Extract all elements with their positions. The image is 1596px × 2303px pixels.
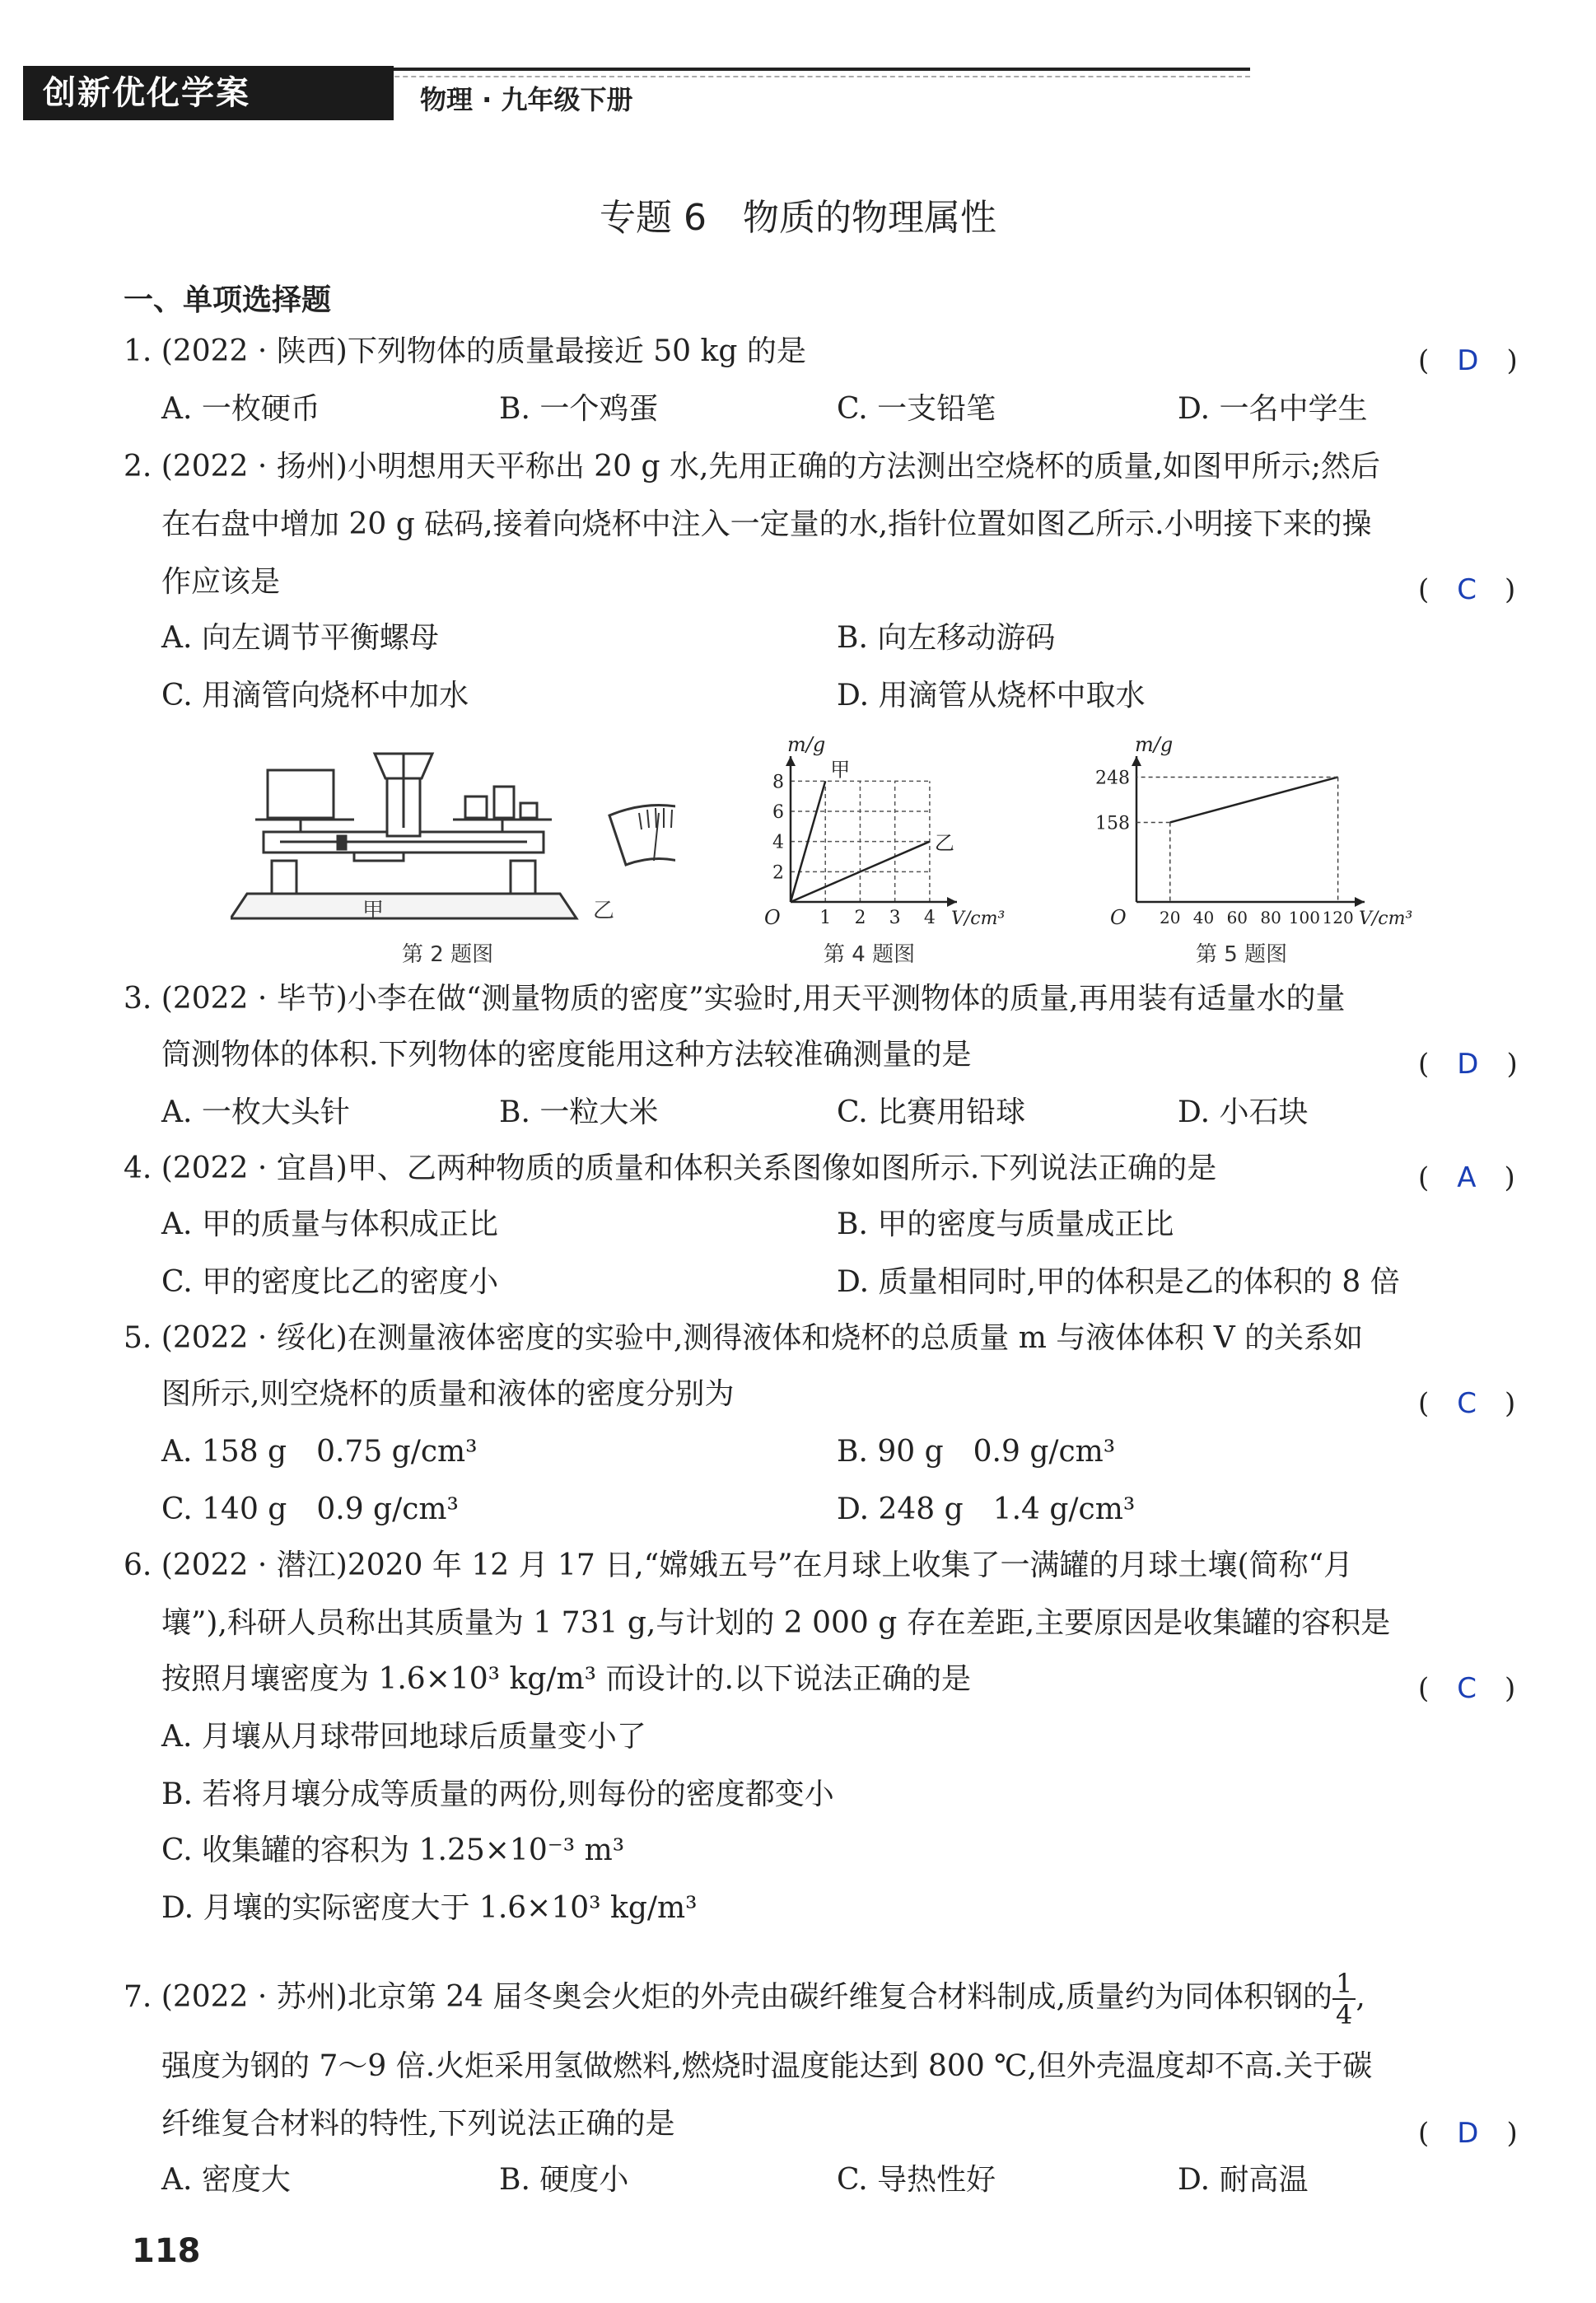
- fig5-x-tick-label-4: 100: [1288, 908, 1320, 927]
- fig4-chart: [741, 733, 1013, 939]
- q3-option-a: A. 一枚大头针: [161, 1095, 350, 1129]
- q3-stem-line1: 3. (2022 · 毕节)小李在做“测量物质的密度”实验时,用天平测物体的质量,再用装有适量水的量: [124, 982, 1346, 1016]
- fig2-label-yi: 乙: [593, 899, 615, 923]
- q5-answer: ( C ): [1418, 1387, 1516, 1420]
- q7-answer-letter: D: [1457, 2117, 1479, 2150]
- fig5-y-arrow: [1132, 756, 1141, 766]
- q2-option-c: C. 用滴管向烧杯中加水: [161, 679, 469, 712]
- q4-option-b: B. 甲的密度与质量成正比: [837, 1208, 1174, 1241]
- q6-option-b: B. 若将月壤分成等质量的两份,则每份的密度都变小: [161, 1777, 834, 1811]
- topic-title: 专题 6 物质的物理属性: [600, 197, 996, 239]
- fig4-xlabel: V/cm³: [951, 909, 1006, 929]
- q6-option-d: D. 月壤的实际密度大于 1.6×10³ kg/m³: [161, 1891, 698, 1925]
- fig5-x-tick-label-3: 80: [1260, 908, 1281, 927]
- q3-option-b: B. 一粒大米: [499, 1095, 659, 1129]
- fig4-x-tick-label-3: 4: [923, 908, 936, 928]
- q4-answer: ( A ): [1418, 1161, 1515, 1194]
- q7-option-d: D. 耐高温: [1178, 2163, 1309, 2197]
- q5-option-a: A. 158 g 0.75 g/cm³: [161, 1435, 478, 1469]
- fig5-ylabel: m/g: [1135, 733, 1174, 756]
- fig4-y-tick-label-1: 4: [772, 832, 784, 853]
- q1-answer-letter: D: [1457, 344, 1479, 377]
- fig5-x-tick-label-2: 60: [1226, 908, 1248, 927]
- q3-option-c: C. 比赛用铅球: [837, 1095, 1026, 1129]
- q2-option-b: B. 向左移动游码: [837, 621, 1056, 655]
- fig4-series-label-0: 甲: [830, 758, 851, 782]
- fig5-series-line-0: [1170, 777, 1338, 822]
- q6-option-a: A. 月壤从月球带回地球后质量变小了: [161, 1720, 646, 1754]
- q3-answer-letter: D: [1457, 1048, 1479, 1081]
- q4-answer-letter: A: [1457, 1161, 1477, 1194]
- q1-option-c: C. 一支铅笔: [837, 392, 996, 426]
- q1-option-a: A. 一枚硬币: [161, 392, 320, 426]
- fig5-chart: [1071, 733, 1416, 939]
- q7-option-c: C. 导热性好: [837, 2163, 996, 2197]
- q5-option-b: B. 90 g 0.9 g/cm³: [837, 1435, 1116, 1469]
- q2-answer: ( C ): [1418, 573, 1516, 606]
- q5-option-d: D. 248 g 1.4 g/cm³: [837, 1493, 1136, 1526]
- fig4-y-tick-label-3: 8: [772, 772, 784, 793]
- q1-option-d: D. 一名中学生: [1178, 392, 1368, 426]
- fig4-x-arrow: [947, 897, 957, 907]
- fig5-x-tick-label-0: 20: [1160, 908, 1181, 927]
- q6-answer: ( C ): [1418, 1672, 1516, 1705]
- q2-answer-letter: C: [1457, 573, 1477, 606]
- fig2-caption: 第 2 题图: [402, 942, 494, 967]
- fig4-x-tick-label-2: 3: [889, 908, 901, 928]
- fig5-xlabel: V/cm³: [1359, 909, 1413, 929]
- q6-stem-line3: 按照月壤密度为 1.6×10³ kg/m³ 而设计的.以下说法正确的是: [161, 1662, 971, 1696]
- q4-option-c: C. 甲的密度比乙的密度小: [161, 1265, 499, 1299]
- fig5-x-arrow: [1355, 897, 1365, 907]
- q7-option-a: A. 密度大: [161, 2163, 291, 2197]
- q5-answer-letter: C: [1457, 1387, 1477, 1420]
- q4-option-a: A. 甲的质量与体积成正比: [161, 1208, 498, 1241]
- fig4-ylabel: m/g: [787, 733, 826, 756]
- q1-option-b: B. 一个鸡蛋: [499, 392, 659, 426]
- fig4-y-tick-label-0: 2: [772, 862, 784, 884]
- subject-label: 物理 · 九年级下册: [420, 84, 633, 115]
- fig4-caption: 第 4 题图: [824, 942, 916, 967]
- q1-stem: 1. (2022 · 陕西)下列物体的质量最接近 50 kg 的是: [124, 334, 806, 368]
- page-number: 118: [132, 2232, 201, 2270]
- q7-fraction: [1332, 1969, 1356, 2030]
- q5-option-c: C. 140 g 0.9 g/cm³: [161, 1493, 459, 1526]
- q4-option-d: D. 质量相同时,甲的体积是乙的体积的 8 倍: [837, 1265, 1400, 1299]
- q7-fraction-denominator: 4: [1335, 1999, 1353, 2030]
- q7-stem-line1: [124, 1969, 1365, 2030]
- q5-stem-line1: 5. (2022 · 绥化)在测量液体密度的实验中,测得液体和烧杯的总质量 m 与液体体积 V 的关系如: [124, 1321, 1364, 1355]
- q7-stem-line1-end: ,: [1356, 1980, 1365, 2014]
- q7-option-b: B. 硬度小: [499, 2163, 629, 2197]
- fig5-x-tick-label-1: 40: [1192, 908, 1215, 927]
- q5-stem-line2: 图所示,则空烧杯的质量和液体的密度分别为: [161, 1377, 735, 1411]
- q2-stem-line3: 作应该是: [161, 565, 281, 599]
- q2-option-d: D. 用滴管从烧杯中取水: [837, 679, 1146, 712]
- q3-option-d: D. 小石块: [1178, 1095, 1309, 1129]
- q4-stem: 4. (2022 · 宜昌)甲、乙两种物质的质量和体积关系图像如图所示.下列说法正确的是: [124, 1152, 1217, 1185]
- q6-answer-letter: C: [1457, 1672, 1477, 1705]
- q2-option-a: A. 向左调节平衡螺母: [161, 621, 439, 655]
- fig4-x-tick-label-1: 2: [854, 908, 866, 928]
- q6-stem-line2: 壤”),科研人员称出其质量为 1 731 g,与计划的 2 000 g 存在差距,主要原因是收集罐的容积是: [161, 1606, 1391, 1640]
- q2-stem-line1: 2. (2022 · 扬州)小明想用天平称出 20 g 水,先用正确的方法测出空烧杯的质量,如图甲所示;然后: [124, 450, 1381, 483]
- q1-answer: ( D ): [1418, 344, 1518, 377]
- q7-stem-line2: 强度为钢的 7～9 倍.火炬采用氢做燃料,燃烧时温度能达到 800 ℃,但外壳温度却不高.关于碳: [161, 2049, 1373, 2083]
- q7-answer: ( D ): [1418, 2117, 1518, 2150]
- q7-stem-line1-text: 7. (2022 · 苏州)北京第 24 届冬奥会火炬的外壳由碳纤维复合材料制成,质量约为同体积钢的: [124, 1980, 1332, 2014]
- section-title: 一、单项选择题: [124, 283, 332, 317]
- fig5-y-tick-label-1: 248: [1095, 768, 1130, 789]
- q3-answer: ( D ): [1418, 1048, 1518, 1081]
- fig4-origin: O: [764, 906, 781, 929]
- fig4-x-tick-label-0: 1: [819, 908, 832, 928]
- fig2-label-jia: 甲: [362, 899, 385, 923]
- q7-stem-line3: 纤维复合材料的特性,下列说法正确的是: [161, 2107, 675, 2141]
- q6-stem-line1: 6. (2022 · 潜江)2020 年 12 月 17 日,“嫦娥五号”在月球上收集了一满罐的月球土壤(简称“月: [124, 1549, 1353, 1582]
- fig5-caption: 第 5 题图: [1196, 942, 1288, 967]
- q6-option-c: C. 收集罐的容积为 1.25×10⁻³ m³: [161, 1834, 625, 1867]
- fig4-y-tick-label-2: 6: [772, 802, 784, 823]
- brand-banner: 创新优化学案: [23, 66, 394, 120]
- q7-fraction-numerator: 1: [1332, 1969, 1356, 2000]
- q2-stem-line2: 在右盘中增加 20 g 砝码,接着向烧杯中注入一定量的水,指针位置如图乙所示.小明接下来的操: [161, 507, 1372, 541]
- fig5-y-tick-label-0: 158: [1095, 813, 1130, 834]
- fig4-series-label-1: 乙: [934, 831, 954, 855]
- fig5-origin: O: [1110, 906, 1127, 929]
- fig5-x-tick-label-5: 120: [1322, 908, 1354, 927]
- fig4-series-line-0: [791, 781, 825, 902]
- q3-stem-line2: 筒测物体的体积.下列物体的密度能用这种方法较准确测量的是: [161, 1038, 972, 1072]
- fig4-y-arrow: [786, 756, 796, 766]
